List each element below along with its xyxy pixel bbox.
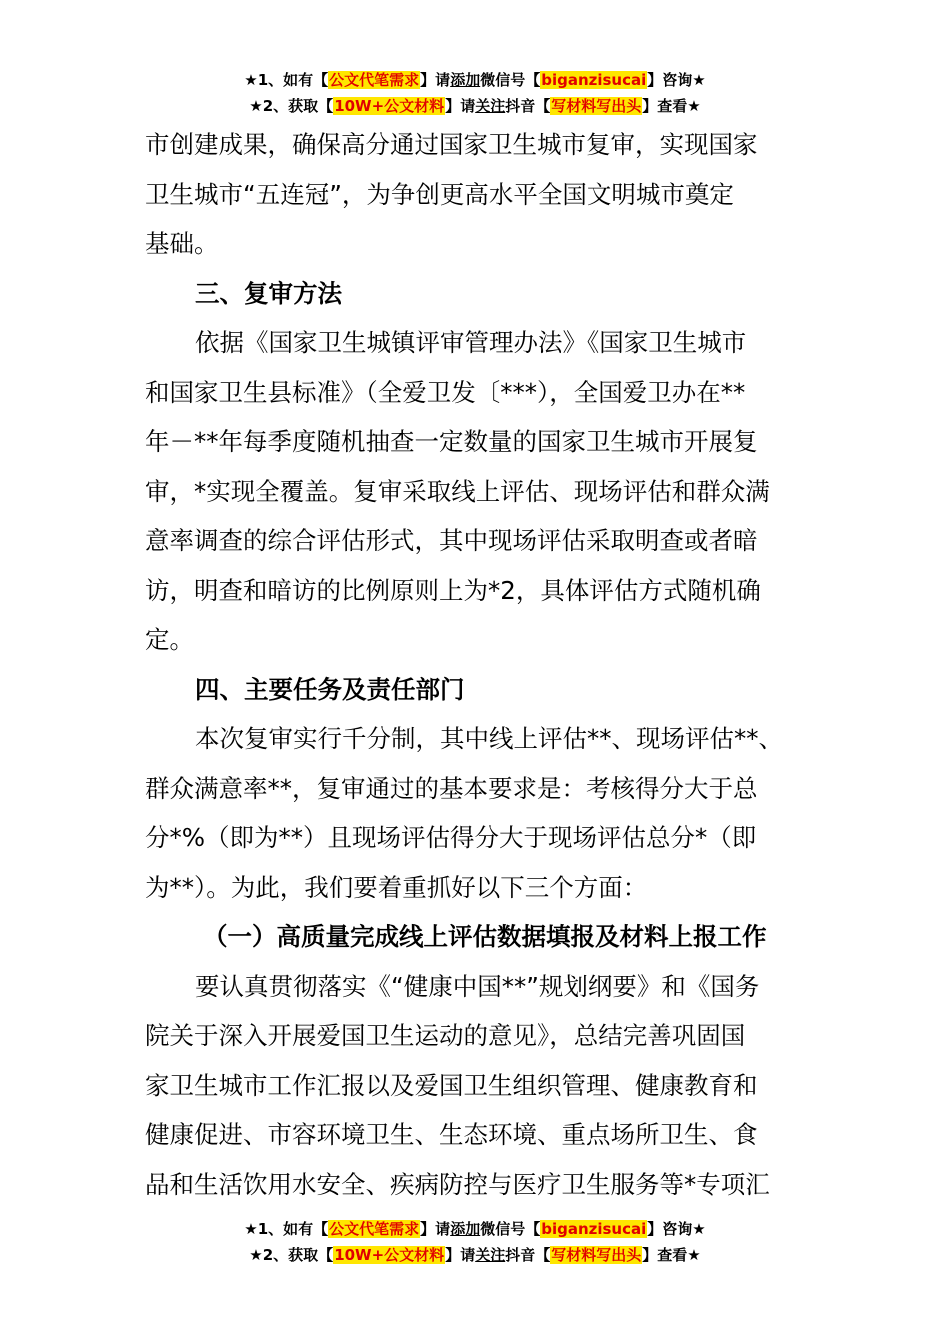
banner-underline: 关注 <box>475 97 506 115</box>
banner-text: 抖音【 <box>505 97 551 115</box>
top-banner <box>0 67 950 119</box>
paragraph-line: 年－**年每季度随机抽查一定数量的国家卫生城市开展复 <box>145 427 758 456</box>
banner-highlight: 写材料写出头 <box>551 97 642 115</box>
banner-text: 微信号【 <box>480 1220 541 1238</box>
paragraph-line: 院关于深入开展爱国卫生运动的意见》，总结完善巩固国 <box>145 1021 746 1050</box>
banner-highlight: 写材料写出头 <box>551 1246 642 1264</box>
banner-highlight: 10W+公文材料 <box>334 97 445 115</box>
banner-text: 】请 <box>420 71 451 89</box>
paragraph-line: 审，*实现全覆盖。复审采取线上评估、现场评估和群众满 <box>145 476 770 506</box>
banner-highlight: 公文代笔需求 <box>329 1220 420 1238</box>
paragraph-line: 市创建成果，确保高分通过国家卫生城市复审，实现国家 <box>145 130 758 159</box>
paragraph-line: 基础。 <box>145 229 219 258</box>
banner-text: 】查看★ <box>642 1246 701 1264</box>
section-heading-three: 三、复审方法 <box>195 278 342 308</box>
document-body <box>145 120 803 1209</box>
banner-highlight: 公文代笔需求 <box>329 71 420 89</box>
banner-text: 】请 <box>445 1246 476 1264</box>
banner-text: ★2、获取【 <box>249 1246 334 1264</box>
banner-line-2 <box>0 93 950 119</box>
paragraph-line: 和国家卫生县标准》（全爱卫发〔***），全国爱卫办在** <box>145 377 746 407</box>
banner-highlight: biganzisucai <box>541 71 647 89</box>
banner-underline: 添加 <box>450 1220 481 1238</box>
banner-text: ★2、获取【 <box>249 97 334 115</box>
banner-text: 】请 <box>445 97 476 115</box>
banner-text: 抖音【 <box>505 1246 551 1264</box>
paragraph-line: 意率调查的综合评估形式，其中现场评估采取明查或者暗 <box>145 526 758 555</box>
section-heading-four: 四、主要任务及责任部门 <box>195 674 465 704</box>
banner-underline: 关注 <box>475 1246 506 1264</box>
paragraph-line: 定。 <box>145 625 194 654</box>
paragraph-line: 卫生城市“五连冠”，为争创更高水平全国文明城市奠定 <box>145 179 734 209</box>
banner-text: 】查看★ <box>642 97 701 115</box>
banner-line-1 <box>0 1216 950 1242</box>
banner-text: 】请 <box>420 1220 451 1238</box>
banner-line-1 <box>0 67 950 93</box>
paragraph-line: 要认真贯彻落实《“健康中国**”规划纲要》和《国务 <box>195 971 760 1001</box>
banner-text: 】咨询★ <box>647 1220 706 1238</box>
banner-text: 微信号【 <box>480 71 541 89</box>
paragraph-line: 为**）。为此，我们要着重抓好以下三个方面： <box>145 872 648 902</box>
banner-text: ★1、如有【 <box>244 1220 329 1238</box>
paragraph-line: 分*%（即为**）且现场评估得分大于现场评估总分*（即 <box>145 823 757 852</box>
paragraph-line: 健康促进、市容环境卫生、生态环境、重点场所卫生、食 <box>145 1120 758 1149</box>
bottom-banner <box>0 1216 950 1268</box>
banner-text: 】咨询★ <box>647 71 706 89</box>
paragraph-line: 家卫生城市工作汇报以及爱国卫生组织管理、健康教育和 <box>145 1070 758 1100</box>
banner-highlight: 10W+公文材料 <box>334 1246 445 1264</box>
subsection-heading-1: （一）高质量完成线上评估数据填报及材料上报工作 <box>203 922 767 951</box>
paragraph-line: 本次复审实行千分制，其中线上评估**、现场评估**、 <box>195 724 783 753</box>
banner-highlight: biganzisucai <box>541 1220 647 1238</box>
paragraph-line: 群众满意率**，复审通过的基本要求是：考核得分大于总 <box>145 773 758 803</box>
banner-text: ★1、如有【 <box>244 71 329 89</box>
paragraph-line: 依据《国家卫生城镇评审管理办法》《国家卫生城市 <box>195 328 747 357</box>
banner-line-2 <box>0 1242 950 1268</box>
paragraph-line: 品和生活饮用水安全、疾病防控与医疗卫生服务等*专项汇 <box>145 1169 770 1199</box>
banner-underline: 添加 <box>450 71 481 89</box>
paragraph-line: 访，明查和暗访的比例原则上为*2，具体评估方式随机确 <box>145 575 761 605</box>
